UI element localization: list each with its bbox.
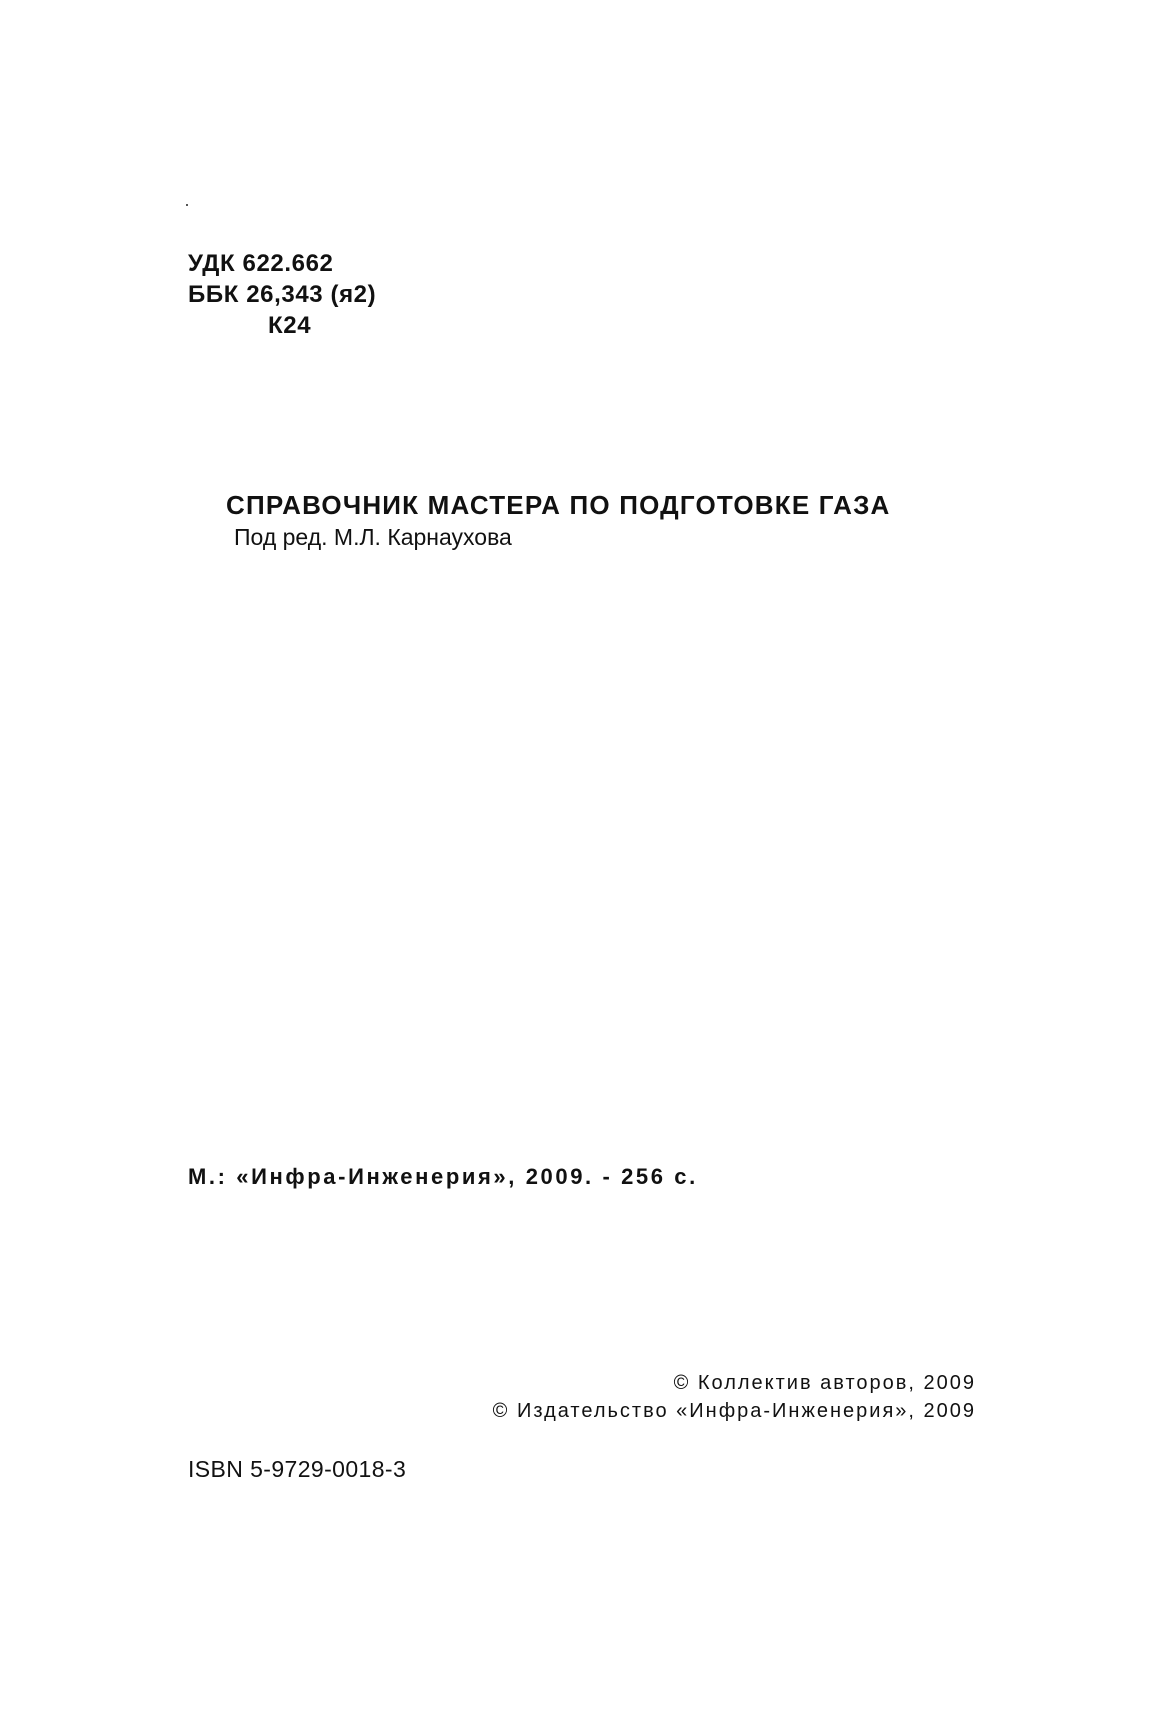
title-block [226, 488, 891, 552]
author-mark: К24 [268, 312, 312, 339]
editor-line: Под ред. М.Л. Карнаухова [234, 524, 512, 550]
book-title: СПРАВОЧНИК МАСТЕРА ПО ПОДГОТОВКЕ ГАЗА [226, 490, 891, 520]
publication-imprint: М.: «Инфра-Инженерия», 2009. - 256 с. [188, 1164, 698, 1189]
bbk-code: ББК 26,343 (я2) [188, 281, 377, 308]
isbn: ISBN 5-9729-0018-3 [188, 1456, 407, 1482]
copyright-authors: © Коллектив авторов, 2009 [673, 1372, 976, 1394]
copyright-block [493, 1369, 976, 1425]
udk-code: УДК 622.662 [188, 250, 334, 277]
copyright-publisher: © Издательство «Инфра-Инженерия», 2009 [492, 1400, 976, 1422]
classification-block [188, 248, 376, 341]
scan-speck [186, 204, 188, 206]
